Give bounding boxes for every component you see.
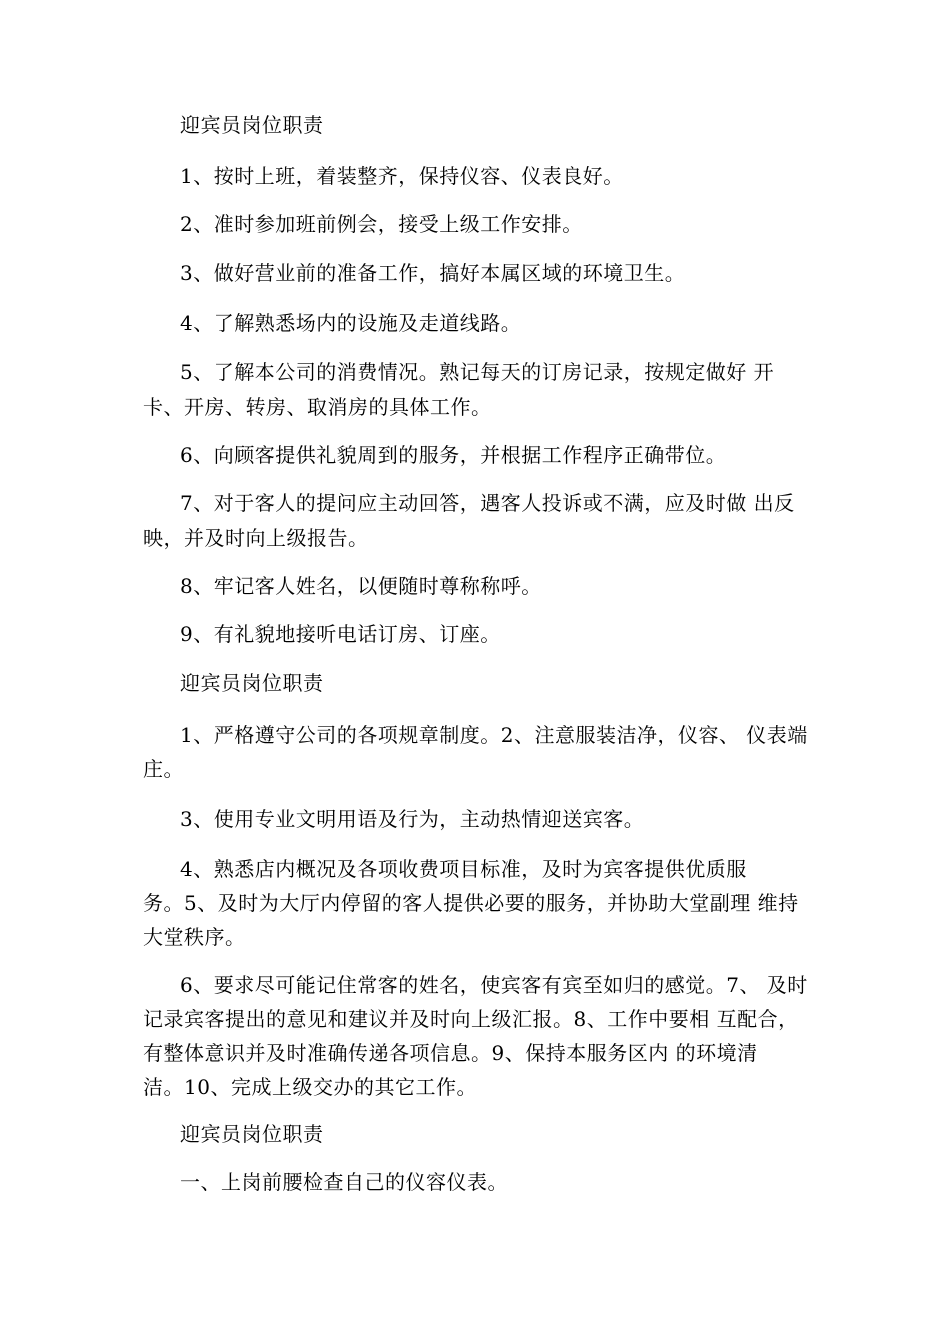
duty-item: 2、准时参加班前例会，接受上级工作安排。: [180, 212, 583, 236]
duty-item: 3、使用专业文明用语及行为，主动热情迎送宾客。: [180, 807, 645, 831]
duty-item-continued: 大堂秩序。: [143, 925, 246, 949]
duty-item: 3、做好营业前的准备工作，搞好本属区域的环境卫生。: [180, 261, 686, 285]
duty-item-continued: 记录宾客提出的意见和建议并及时向上级汇报。8、工作中要相 互配合，: [143, 1007, 799, 1031]
section-title: 迎宾员岗位职责: [180, 671, 324, 695]
duty-item-continued: 庄。: [143, 757, 184, 781]
duty-item: 5、了解本公司的消费情况。熟记每天的订房记录，按规定做好 开: [180, 360, 775, 384]
duty-item: 1、严格遵守公司的各项规章制度。2、注意服装洁净，仪容、 仪表端: [180, 723, 808, 747]
duty-item: 4、了解熟悉场内的设施及走道线路。: [180, 311, 522, 335]
duty-item: 一、上岗前腰检查自己的仪容仪表。: [180, 1170, 508, 1194]
duty-item: 9、有礼貌地接听电话订房、订座。: [180, 622, 501, 646]
duty-item-continued: 务。5、及时为大厅内停留的客人提供必要的服务，并协助大堂副理 维持: [143, 891, 799, 915]
duty-item: 1、按时上班，着装整齐，保持仪容、仪表良好。: [180, 164, 624, 188]
section-title: 迎宾员岗位职责: [180, 113, 324, 137]
duty-item: 6、要求尽可能记住常客的姓名，使宾客有宾至如归的感觉。7、 及时: [180, 973, 808, 997]
duty-item-continued: 映，并及时向上级报告。: [143, 526, 369, 550]
duty-item: 6、向顾客提供礼貌周到的服务，并根据工作程序正确带位。: [180, 443, 727, 467]
duty-item-continued: 洁。10、完成上级交办的其它工作。: [143, 1075, 477, 1099]
duty-item-continued: 有整体意识并及时准确传递各项信息。9、保持本服务区内 的环境清: [143, 1041, 758, 1065]
duty-item: 4、熟悉店内概况及各项收费项目标准，及时为宾客提供优质服: [180, 857, 747, 881]
duty-item: 8、牢记客人姓名，以便随时尊称称呼。: [180, 574, 542, 598]
duty-item-continued: 卡、开房、转房、取消房的具体工作。: [143, 395, 492, 419]
section-title: 迎宾员岗位职责: [180, 1122, 324, 1146]
duty-item: 7、对于客人的提问应主动回答，遇客人投诉或不满，应及时做 出反: [180, 491, 795, 515]
